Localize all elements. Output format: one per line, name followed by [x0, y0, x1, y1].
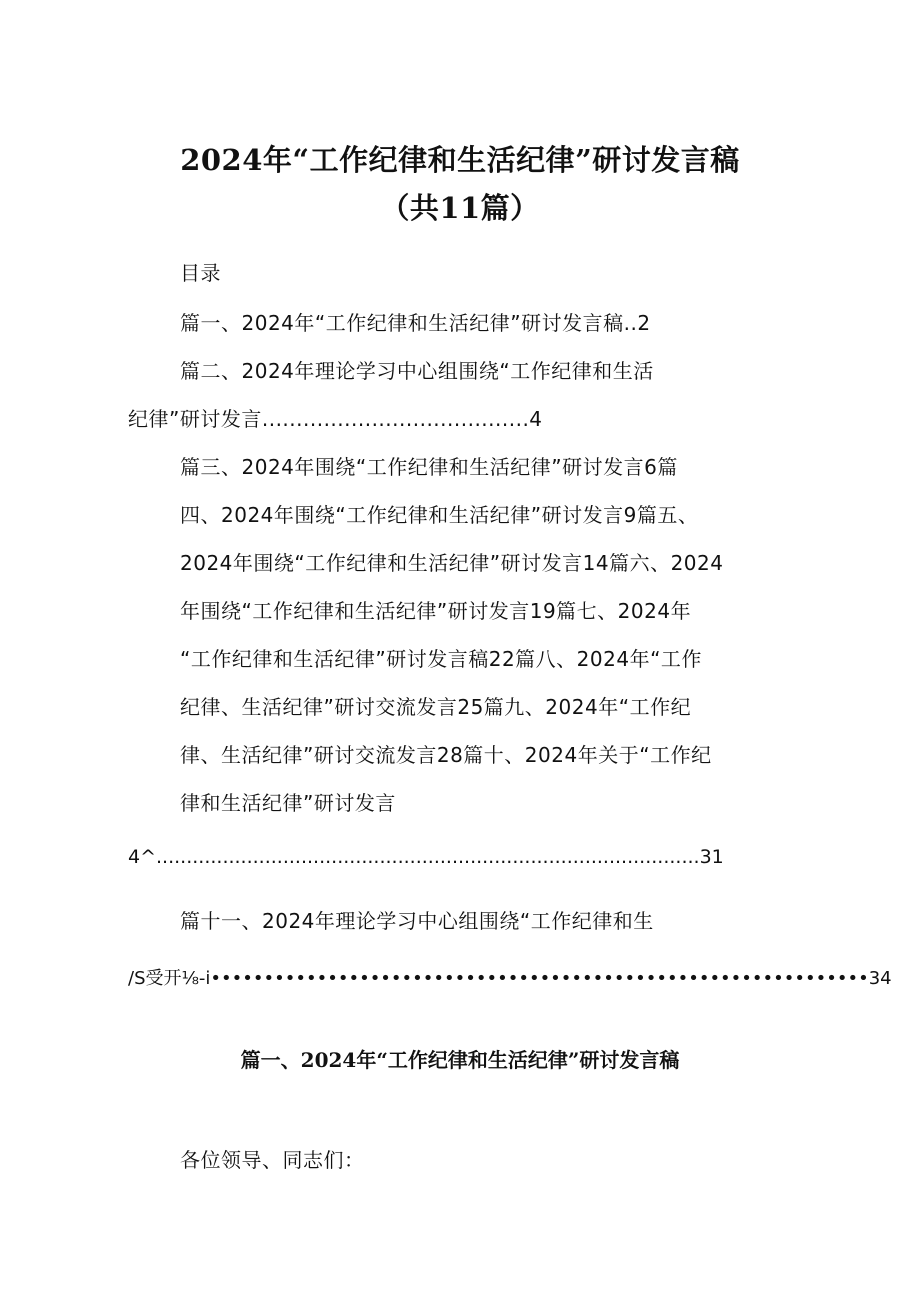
toc-line: “工作纪律和生活纪律”研讨发言稿22篇八、2024年“工作 [180, 647, 702, 671]
toc-line: 篇十一、2024年理论学习中心组围绕“工作纪律和生 [180, 909, 654, 933]
document-title-count: （共11篇） [380, 191, 540, 225]
toc-line: 律和生活纪律”研讨发言 [180, 791, 396, 815]
toc-line: /S受开⅛-i••••••••••••••••••••••••••••••••••••••••••••••••••••••••••••••34 [128, 968, 892, 989]
toc-heading: 目录 [180, 261, 221, 285]
toc-line: 年围绕“工作纪律和生活纪律”研讨发言19篇七、2024年 [180, 599, 692, 623]
toc-line: 律、生活纪律”研讨交流发言28篇十、2024年关于“工作纪 [180, 743, 712, 767]
salutation: 各位领导、同志们： [180, 1148, 365, 1172]
document-title: 2024年“工作纪律和生活纪律”研讨发言稿 [180, 143, 740, 177]
toc-line: 纪律、生活纪律”研讨交流发言25篇九、2024年“工作纪 [180, 695, 692, 719]
toc-line: 纪律”研讨发言.......................................4 [128, 407, 543, 431]
toc-line: 篇一、2024年“工作纪律和生活纪律”研讨发言稿..2 [180, 311, 651, 335]
toc-line: 篇二、2024年理论学习中心组围绕“工作纪律和生活 [180, 359, 654, 383]
section-heading: 篇一、2024年“工作纪律和生活纪律”研讨发言稿 [240, 1048, 680, 1072]
toc-line: 2024年围绕“工作纪律和生活纪律”研讨发言14篇六、2024 [180, 551, 724, 575]
toc-line: 篇三、2024年围绕“工作纪律和生活纪律”研讨发言6篇 [180, 455, 678, 479]
toc-line: 四、2024年围绕“工作纪律和生活纪律”研讨发言9篇五、 [180, 503, 699, 527]
toc-line: 4^..........................................................................................31 [128, 846, 724, 868]
